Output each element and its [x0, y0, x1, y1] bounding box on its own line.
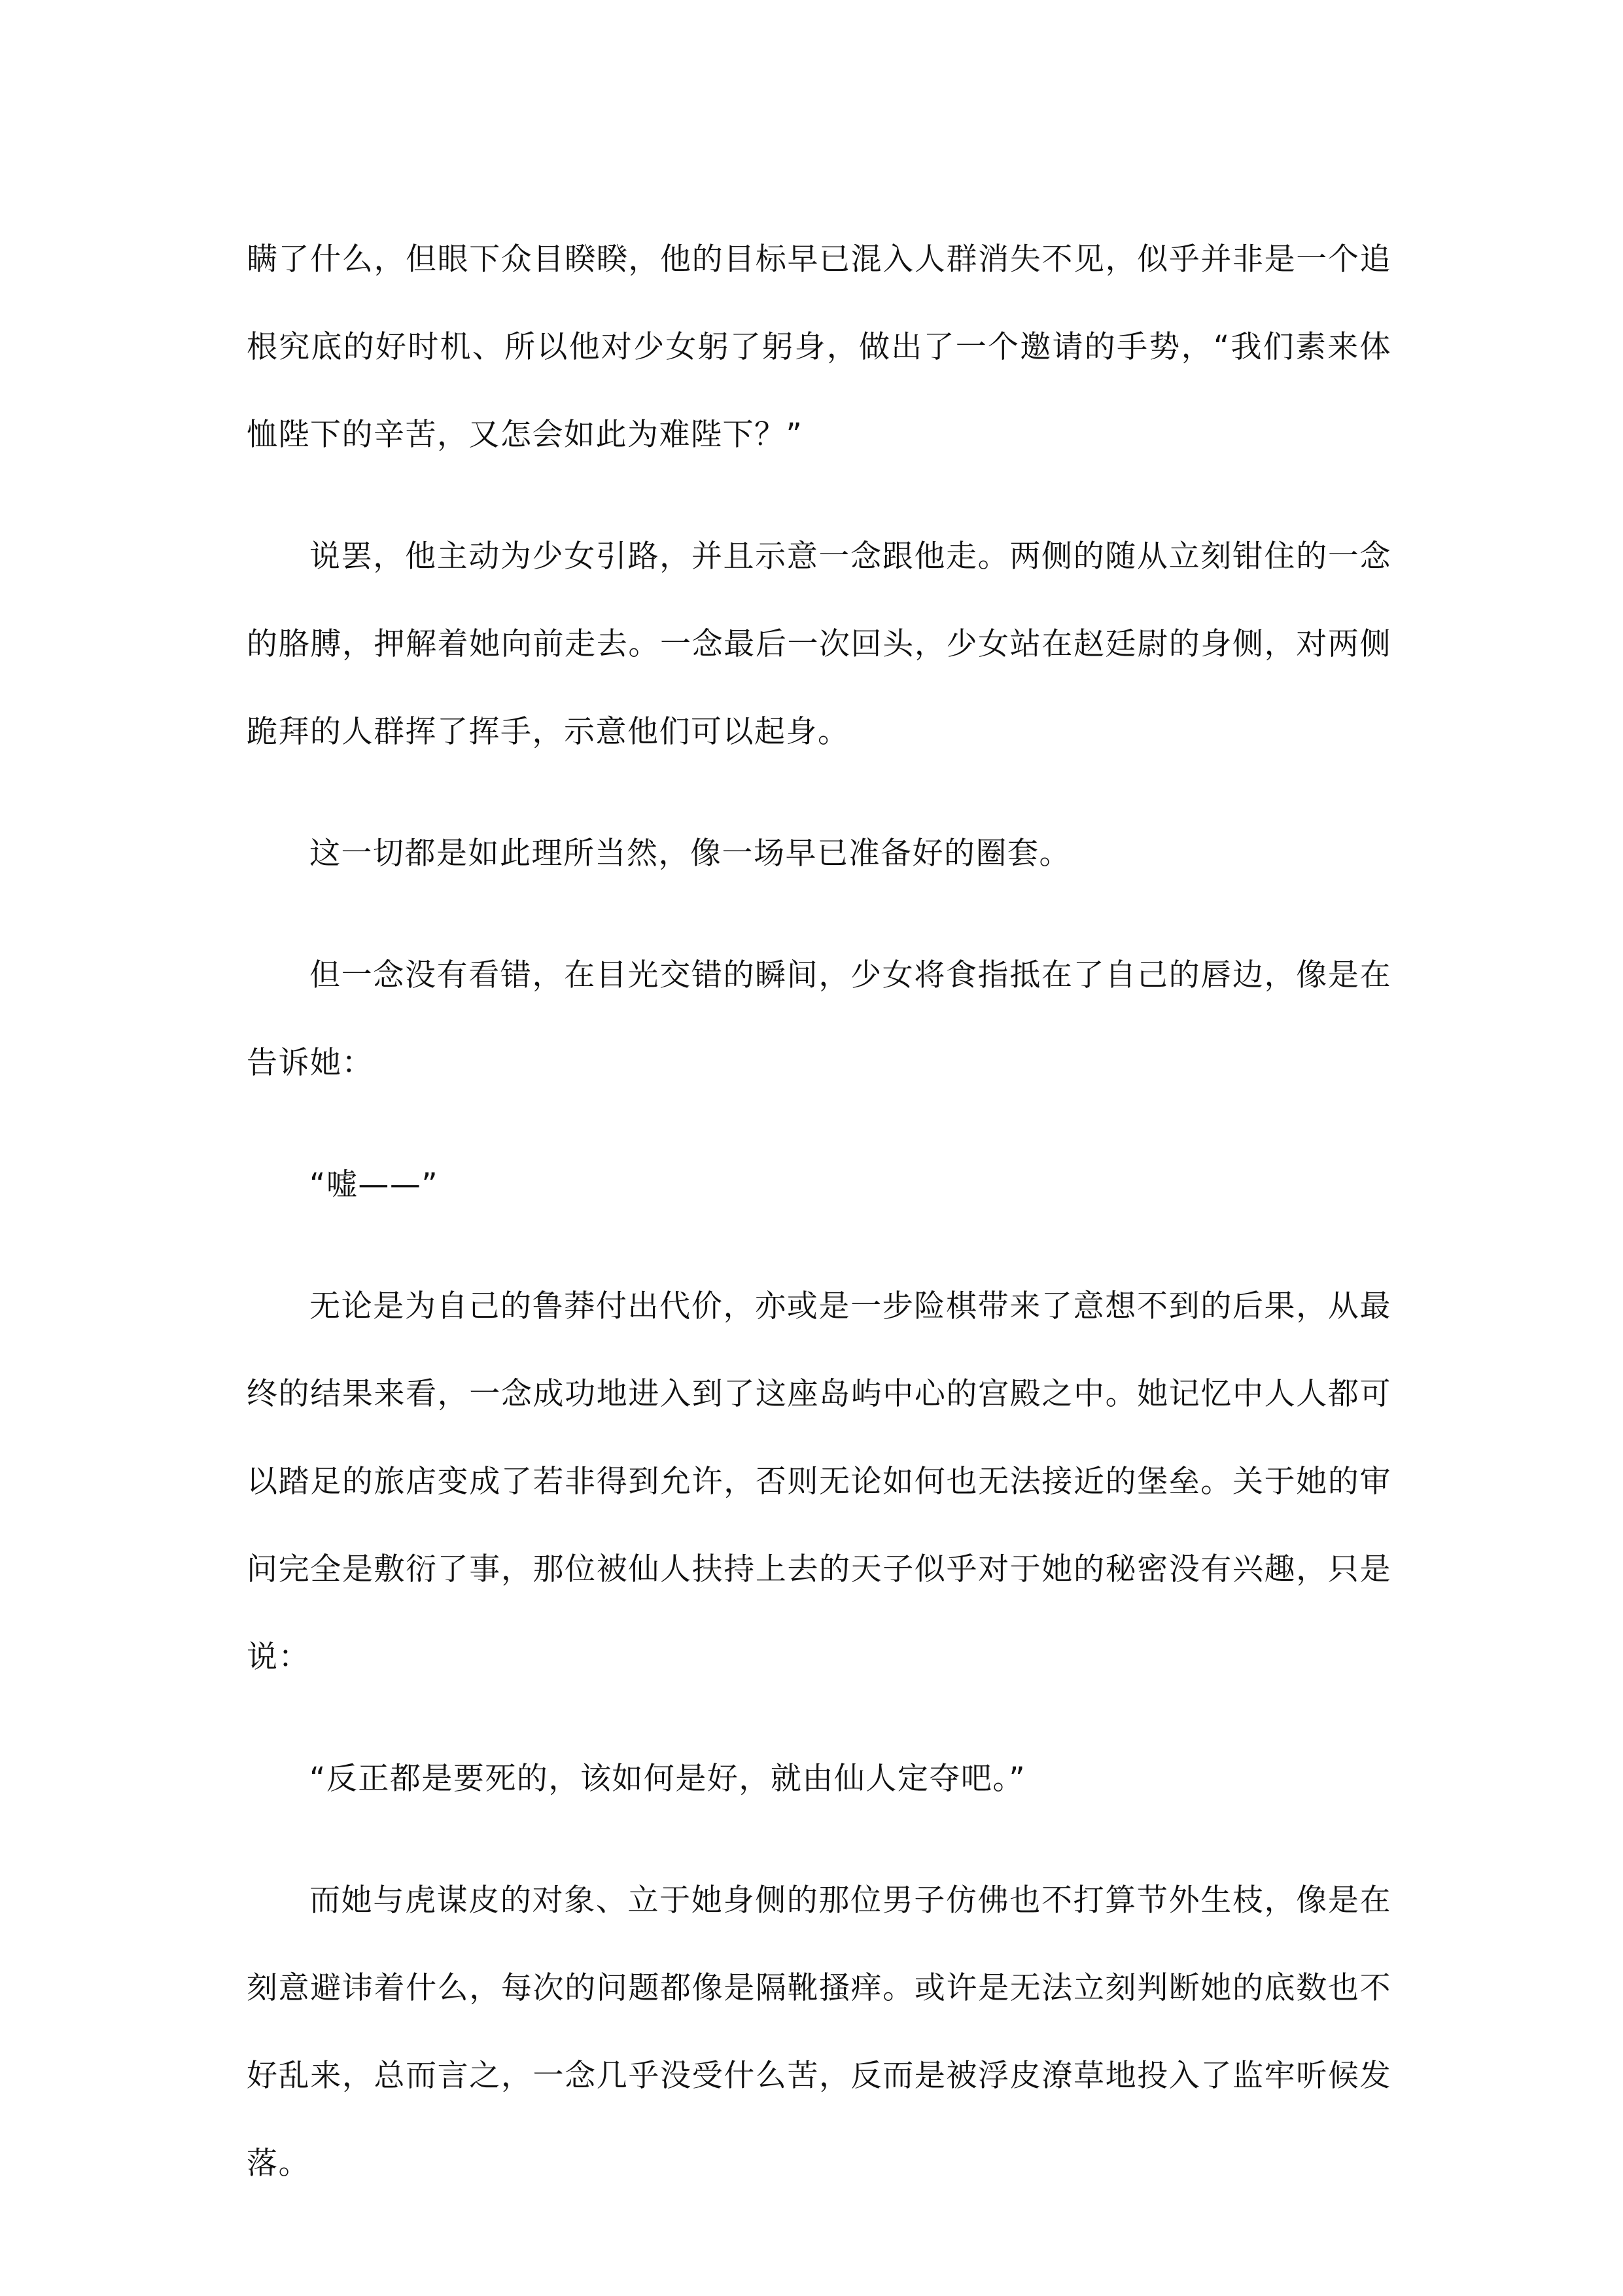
paragraph-7: “反正都是要死的，该如何是好，就由仙人定夺吧。”: [309, 1761, 1026, 1797]
paragraph-3: 这一切都是如此理所当然，像一场早已准备好的圈套。: [309, 836, 1071, 872]
paragraph-1: 瞒了什么，但眼下众目睽睽，他的目标早已混入人群消失不见，似乎并非是一个追根究底的好时机、所以他对少女躬了躬身，做出了一个邀请的手势，“我们素来体恤陛下的辛苦，又怎会如此为难陛下？”: [247, 241, 1391, 453]
paragraph-8: 而她与虎谋皮的对象、立于她身侧的那位男子仿佛也不打算节外生枝，像是在刻意避讳着什么，每次的问题都像是隔靴搔痒。或许是无法立刻判断她的底数也不好乱来，总而言之，一念几乎没受什么苦，反而是被浮皮潦草地投入了监牢听候发落。: [247, 1882, 1391, 2181]
paragraph-5: “嘘——”: [309, 1167, 439, 1203]
paragraph-4: 但一念没有看错，在目光交错的瞬间，少女将食指抵在了自己的唇边，像是在告诉她：: [247, 957, 1391, 1081]
document-body: [247, 216, 1391, 2242]
paragraph-2: 说罢，他主动为少女引路，并且示意一念跟他走。两侧的随从立刻钳住的一念的胳膊，押解着她向前走去。一念最后一次回头，少女站在赵廷尉的身侧，对两侧跪拜的人群挥了挥手，示意他们可以起身。: [247, 539, 1391, 750]
paragraph-6: 无论是为自己的鲁莽付出代价，亦或是一步险棋带来了意想不到的后果，从最终的结果来看，一念成功地进入到了这座岛屿中心的宫殿之中。她记忆中人人都可以踏足的旅店变成了若非得到允许，否则无论如何也无法接近的堡垒。关于她的审问完全是敷衍了事，那位被仙人扶持上去的天子似乎对于她的秘密没有兴趣，只是说：: [247, 1288, 1391, 1675]
